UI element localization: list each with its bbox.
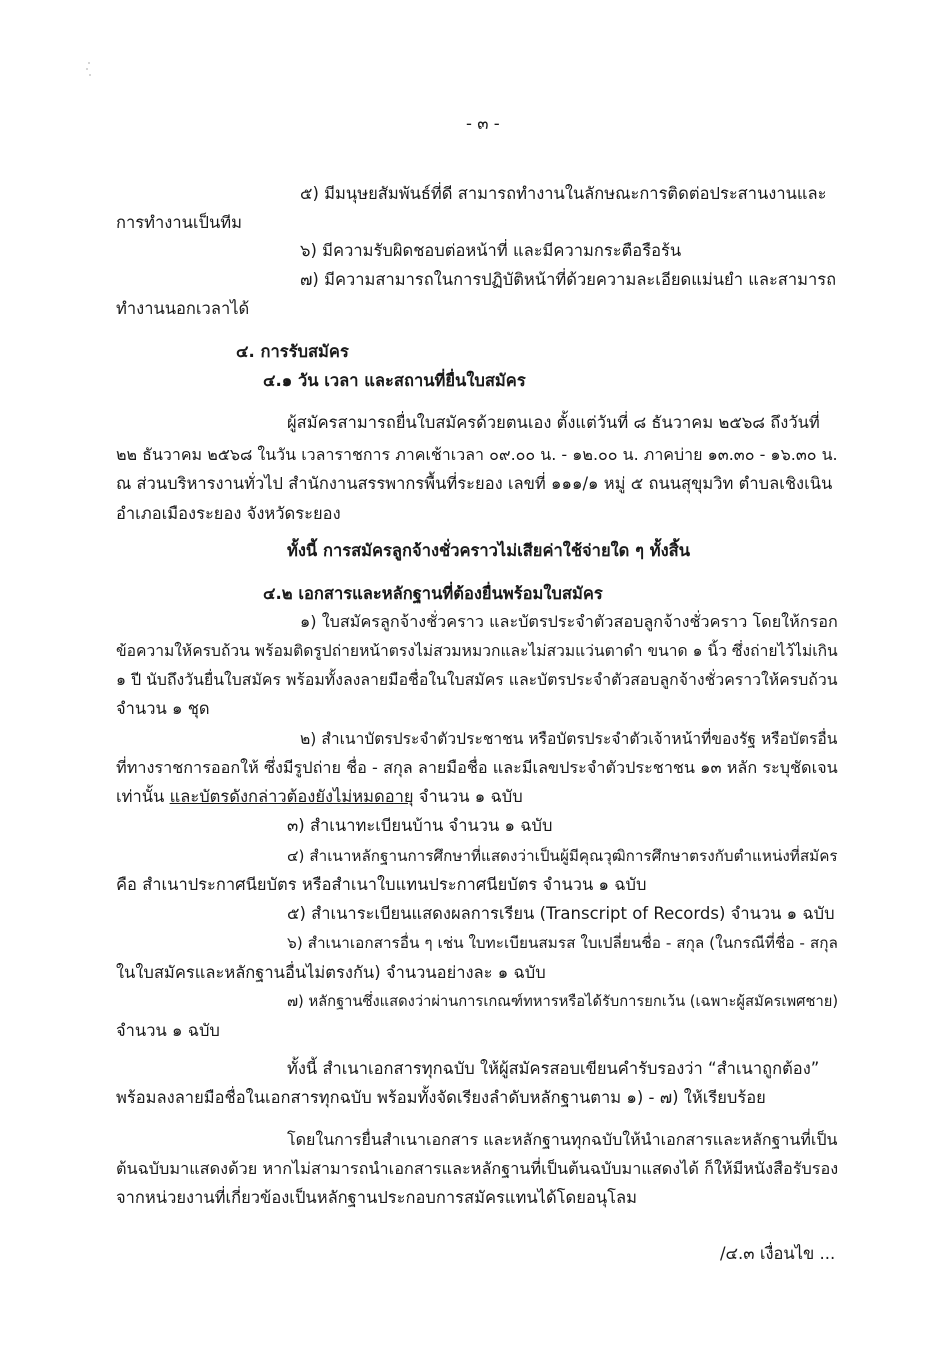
- qualification-5-line-2: การทำงานเป็นทีม: [116, 213, 243, 232]
- qualification-7-line-1: ๗) มีความสามารถในการปฏิบัติหน้าที่ด้วยความละเอียดแม่นยำ และสามารถ: [300, 270, 837, 289]
- document-4-line-2: คือ สำเนาประกาศนียบัตร หรือสำเนาใบแทนประกาศนียบัตร จำนวน ๑ ฉบับ: [116, 875, 647, 894]
- document-7-line-2: จำนวน ๑ ฉบับ: [116, 1021, 220, 1040]
- qualification-5-line-1: ๕) มีมนุษยสัมพันธ์ที่ดี สามารถทำงานในลักษณะการติดต่อประสานงานและ: [300, 184, 827, 203]
- document-2-line-2: ที่ทางราชการออกให้ ซึ่งมีรูปถ่าย ชื่อ - สกุล ลายมือชื่อ และมีเลขประจำตัวประชาชน ๑๓ หลัก ระบุชัดเจน: [116, 758, 838, 777]
- document-7-line-1: ๗) หลักฐานซึ่งแสดงว่าผ่านการเกณฑ์ทหารหรือได้รับการยกเว้น (เฉพาะผู้สมัครเพศชาย): [287, 993, 839, 1010]
- document-1-line-1: ๑) ใบสมัครลูกจ้างชั่วคราว และบัตรประจำตัวสอบลูกจ้างชั่วคราว โดยให้กรอก: [300, 612, 838, 631]
- originals-note-line-3: จากหน่วยงานที่เกี่ยวข้องเป็นหลักฐานประกอบการสมัครแทนได้โดยอนุโลม: [116, 1188, 637, 1207]
- document-4-line-1: ๔) สำเนาหลักฐานการศึกษาที่แสดงว่าเป็นผู้มีคุณวุฒิการศึกษาตรงกับตำแหน่งที่สมัคร: [287, 847, 838, 865]
- document-1-line-3: ๑ ปี นับถึงวันยื่นใบสมัคร พร้อมทั้งลงลายมือชื่อในใบสมัคร และบัตรประจำตัวสอบลูกจ้างชั่วคราวให้ครบถ้วน: [116, 670, 838, 689]
- document-1-line-4: จำนวน ๑ ชุด: [116, 699, 210, 718]
- document-2-line-3-start: เท่านั้น: [116, 787, 170, 806]
- section-4-heading: ๔. การรับสมัคร: [236, 342, 349, 361]
- section-4-1-paragraph-line-3: ณ ส่วนบริหารงานทั่วไป สำนักงานสรรพากรพื้นที่ระยอง เลขที่ ๑๑๑/๑ หมู่ ๕ ถนนสุขุมวิท ตำบลเชิงเนิน: [116, 474, 833, 493]
- document-6-line-2: ในใบสมัครและหลักฐานอื่นไม่ตรงกัน) จำนวนอย่างละ ๑ ฉบับ: [116, 963, 546, 982]
- document-2-line-3-end: จำนวน ๑ ฉบับ: [413, 787, 523, 806]
- card-validity-underlined: และบัตรดังกล่าวต้องยังไม่หมดอายุ: [169, 787, 414, 806]
- document-6-line-1: ๖) สำเนาเอกสารอื่น ๆ เช่น ใบทะเบียนสมรส ใบเปลี่ยนชื่อ - สกุล (ในกรณีที่ชื่อ - สกุล: [287, 934, 838, 952]
- qualification-7-line-2: ทำงานนอกเวลาได้: [116, 299, 250, 318]
- section-4-2-heading: ๔.๒ เอกสารและหลักฐานที่ต้องยื่นพร้อมใบสมัคร: [263, 584, 603, 603]
- qualification-6: ๖) มีความรับผิดชอบต่อหน้าที่ และมีความกระตือรือร้น: [300, 241, 682, 260]
- document-2-line-1: ๒) สำเนาบัตรประจำตัวประชาชน หรือบัตรประจำตัวเจ้าหน้าที่ของรัฐ หรือบัตรอื่น: [300, 730, 838, 748]
- document-3: ๓) สำเนาทะเบียนบ้าน จำนวน ๑ ฉบับ: [287, 816, 553, 835]
- continuation-note: /๔.๓ เงื่อนไข ...: [720, 1244, 836, 1263]
- originals-note-line-1: โดยในการยื่นสำเนาเอกสาร และหลักฐานทุกฉบับให้นำเอกสารและหลักฐานที่เป็น: [287, 1130, 838, 1149]
- section-4-1-heading: ๔.๑ วัน เวลา และสถานที่ยื่นใบสมัคร: [263, 371, 526, 390]
- document-5: ๕) สำเนาระเบียนแสดงผลการเรียน (Transcript of Records) จำนวน ๑ ฉบับ: [287, 904, 835, 923]
- page-number: - ๓ -: [466, 114, 500, 133]
- certify-note-line-2: พร้อมลงลายมือชื่อในเอกสารทุกฉบับ พร้อมทั้งจัดเรียงลำดับหลักฐานตาม ๑) - ๗) ให้เรียบร้อย: [116, 1088, 766, 1107]
- no-fee-notice: ทั้งนี้ การสมัครลูกจ้างชั่วคราวไม่เสียค่าใช้จ่ายใด ๆ ทั้งสิ้น: [287, 541, 691, 560]
- section-4-1-paragraph-line-2: ๒๒ ธันวาคม ๒๕๖๘ ในวัน เวลาราชการ ภาคเช้าเวลา ๐๙.๐๐ น. - ๑๒.๐๐ น. ภาคบ่าย ๑๓.๓๐ - ๑๖.๓๐ น.: [116, 445, 838, 464]
- document-1-line-2: ข้อความให้ครบถ้วน พร้อมติดรูปถ่ายหน้าตรงไม่สวมหมวกและไม่สวมแว่นตาดำ ขนาด ๑ นิ้ว ซึ่งถ่ายไว้ไม่เกิน: [116, 642, 838, 660]
- certify-note-line-1: ทั้งนี้ สำเนาเอกสารทุกฉบับ ให้ผู้สมัครสอบเขียนคำรับรองว่า “สำเนาถูกต้อง”: [287, 1059, 820, 1078]
- document-2-line-3: [116, 786, 523, 808]
- section-4-1-paragraph-line-4: อำเภอเมืองระยอง จังหวัดระยอง: [116, 504, 341, 523]
- section-4-1-paragraph-line-1: ผู้สมัครสามารถยื่นใบสมัครด้วยตนเอง ตั้งแต่วันที่ ๘ ธันวาคม ๒๕๖๘ ถึงวันที่: [287, 413, 820, 432]
- originals-note-line-2: ต้นฉบับมาแสดงด้วย หากไม่สามารถนำเอกสารและหลักฐานที่เป็นต้นฉบับมาแสดงได้ ก็ให้มีหนังสือรับรอง: [116, 1159, 839, 1178]
- scan-speck-marks: [86, 62, 92, 76]
